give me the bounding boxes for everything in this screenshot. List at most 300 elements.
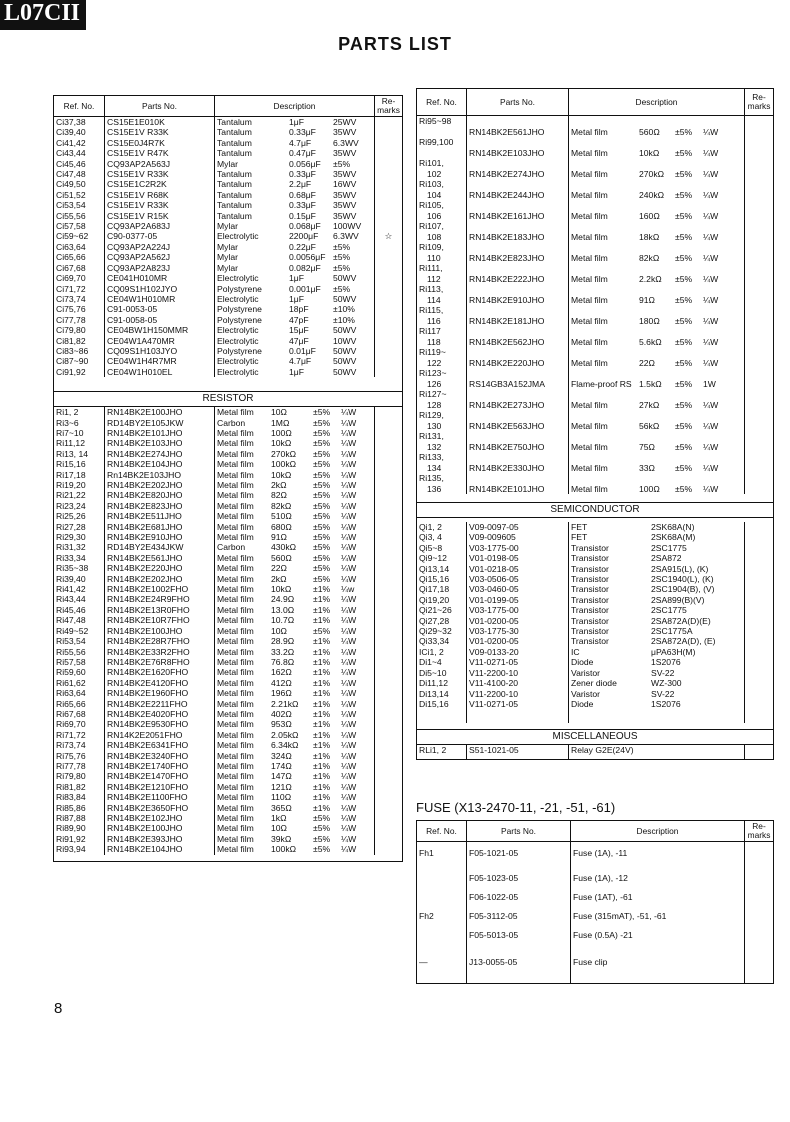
parts-no: RD14BY2E105JKW <box>105 418 215 428</box>
part-tolerance: ±1% <box>313 781 331 792</box>
remarks <box>745 389 774 410</box>
part-type: Metal film <box>217 407 254 418</box>
remarks <box>375 574 403 584</box>
table-row <box>54 294 403 304</box>
table-row <box>54 221 403 231</box>
part-value: 75Ω <box>639 441 655 452</box>
part-model: 1S2076 <box>651 698 681 709</box>
parts-no: V11-4100-20 <box>467 678 569 688</box>
part-type: Metal film <box>571 189 608 200</box>
part-value: 0.33μF <box>289 200 316 211</box>
description <box>569 137 745 158</box>
parts-no: J13-0055-05 <box>467 949 571 983</box>
ref-no: Ri117 118 <box>419 326 441 347</box>
description <box>215 782 375 792</box>
description <box>215 584 375 594</box>
part-type: Metal film <box>571 483 608 494</box>
part-tolerance: ±1% <box>313 584 331 595</box>
description <box>215 678 375 688</box>
part-tolerance: ±5% <box>313 511 331 522</box>
part-type: Metal film <box>217 563 254 574</box>
remarks <box>375 459 403 469</box>
part-value: 0.22μF <box>289 241 316 252</box>
part-type: Metal film <box>571 357 608 368</box>
part-value: 147Ω <box>271 771 292 782</box>
description: Fuse (1A), -11 <box>571 842 745 873</box>
part-type: Metal film <box>217 594 254 605</box>
remarks <box>745 522 774 532</box>
part-value: 1μF <box>289 273 304 284</box>
description <box>569 179 745 200</box>
part-value: 10Ω <box>271 625 287 636</box>
parts-no: CS15E1E010K <box>105 117 215 128</box>
part-tolerance: ±5% <box>675 294 693 305</box>
ref-no: Ri57,58 <box>56 656 86 667</box>
ref-no: Ci69,70 <box>56 273 86 284</box>
description <box>215 190 375 200</box>
table-row <box>417 699 774 709</box>
part-rating: 50WV <box>333 273 357 284</box>
part-tolerance: ±5% <box>313 427 331 438</box>
part-tolerance: ±5% <box>313 500 331 511</box>
table-row <box>54 667 403 677</box>
part-type: Electrolytic <box>217 335 259 346</box>
part-type: Metal film <box>217 688 254 699</box>
part-value: 100Ω <box>639 483 660 494</box>
remarks <box>375 346 403 356</box>
part-type: Electrolytic <box>217 293 259 304</box>
description <box>569 647 745 657</box>
part-value: 0.01μF <box>289 345 316 356</box>
part-rating: 35WV <box>333 169 357 180</box>
ref-no: Ri105, 106 <box>419 200 444 221</box>
part-value: 13.0Ω <box>271 604 295 615</box>
table-row <box>417 389 774 410</box>
ref-no: Ri135, 136 <box>419 473 444 494</box>
part-type: Metal film <box>571 399 608 410</box>
description <box>215 231 375 241</box>
remarks <box>745 605 774 615</box>
parts-no: RN14BK2E1960FHO <box>105 688 215 698</box>
description <box>215 542 375 552</box>
part-type: Electrolytic <box>217 325 259 336</box>
part-rating: 50WV <box>333 366 357 377</box>
part-rating: ¼W <box>703 462 719 473</box>
part-value: 0.15μF <box>289 210 316 221</box>
table-row <box>54 325 403 335</box>
description <box>569 473 745 494</box>
ref-no: Ri127~ 128 <box>419 389 447 410</box>
part-type: Metal film <box>217 792 254 803</box>
part-rating: ¼W <box>341 563 357 574</box>
remarks <box>745 873 774 892</box>
part-rating: ¼W <box>703 252 719 263</box>
ref-no: Ri101, 102 <box>419 158 444 179</box>
part-rating: ¼W <box>341 656 357 667</box>
description <box>215 138 375 148</box>
parts-no: F05-3112-05 <box>467 911 571 930</box>
part-rating: ¼W <box>341 417 357 428</box>
parts-no: CE04W1H010EL <box>105 367 215 377</box>
parts-no: RD14BY2E434JKW <box>105 542 215 552</box>
remarks <box>375 294 403 304</box>
part-tolerance: ±5% <box>675 252 693 263</box>
table-row <box>417 452 774 473</box>
part-rating: ¼W <box>703 168 719 179</box>
ref-no: Ci79,80 <box>56 325 86 336</box>
part-type: FET <box>571 522 588 532</box>
description <box>215 179 375 189</box>
description <box>215 459 375 469</box>
table-row <box>54 834 403 844</box>
part-value: 24.9Ω <box>271 594 295 605</box>
ref-no: Ri99,100 <box>419 137 454 147</box>
table-row <box>54 117 403 128</box>
table-row <box>54 273 403 283</box>
part-tolerance: ±5% <box>313 459 331 470</box>
remarks <box>375 252 403 262</box>
ref-no: Ci81,82 <box>56 335 86 346</box>
part-tolerance: ±1% <box>313 698 331 709</box>
table-row <box>417 473 774 494</box>
remarks <box>375 367 403 377</box>
parts-no: CS15E0J4R7K <box>105 138 215 148</box>
part-model: 2SK68A(M) <box>651 532 696 543</box>
table-row <box>54 709 403 719</box>
parts-no: C91-0058-05 <box>105 315 215 325</box>
part-tolerance: ±5% <box>675 336 693 347</box>
part-rating: ¼W <box>341 708 357 719</box>
part-tolerance: ±5% <box>675 231 693 242</box>
part-type: Metal film <box>571 462 608 473</box>
part-rating: ¼W <box>341 521 357 532</box>
part-rating: ¼W <box>341 813 357 823</box>
part-rating: ¼W <box>703 420 719 431</box>
remarks <box>375 304 403 314</box>
parts-no: CS15E1C2R2K <box>105 179 215 189</box>
part-rating: ¼W <box>341 823 357 834</box>
part-type: Mylar <box>217 221 239 232</box>
ref-no: Fh2 <box>419 910 434 921</box>
part-rating: ¼W <box>341 594 357 605</box>
parts-no: RN14BK2E6341FHO <box>105 740 215 750</box>
description <box>215 615 375 625</box>
table-row <box>54 553 403 563</box>
remarks <box>745 532 774 542</box>
remarks <box>375 730 403 740</box>
parts-no: CQ93AP2A562J <box>105 252 215 262</box>
part-type: Metal film <box>217 708 254 719</box>
remarks <box>745 553 774 563</box>
ref-no: — <box>419 956 428 967</box>
part-tolerance: ±5% <box>675 273 693 284</box>
part-value: 33Ω <box>639 462 655 473</box>
remarks <box>745 263 774 284</box>
part-tolerance: ±5% <box>313 469 331 480</box>
table-row <box>417 584 774 594</box>
part-tolerance: ±5% <box>675 147 693 158</box>
part-type: IC <box>571 646 580 657</box>
part-rating: 50WV <box>333 325 357 336</box>
remarks <box>745 564 774 574</box>
part-tolerance: ±1% <box>313 719 331 730</box>
part-value: 160Ω <box>639 210 660 221</box>
resistor-heading: RESISTOR <box>54 392 403 407</box>
description <box>569 263 745 284</box>
part-rating: ¼W <box>703 126 719 137</box>
table-row <box>54 501 403 511</box>
parts-no: C90-0377-05 <box>105 231 215 241</box>
part-type: Metal film <box>571 420 608 431</box>
part-value: 180Ω <box>639 315 660 326</box>
part-value: 560Ω <box>639 126 660 137</box>
description <box>215 252 375 262</box>
part-type: Polystyrene <box>217 283 262 294</box>
table-row <box>54 304 403 314</box>
remarks <box>375 336 403 346</box>
part-rating: 50WV <box>333 293 357 304</box>
remarks <box>375 480 403 490</box>
description <box>569 431 745 452</box>
ref-no: Di1~4 <box>419 657 442 668</box>
ref-no: Ri29,30 <box>56 532 86 543</box>
description <box>569 410 745 431</box>
part-rating: 35WV <box>333 189 357 200</box>
remarks <box>375 159 403 169</box>
table-row <box>54 449 403 459</box>
part-value: 1μF <box>289 366 304 377</box>
description <box>215 200 375 210</box>
table-row <box>54 315 403 325</box>
remarks <box>745 930 774 949</box>
table-row <box>417 242 774 263</box>
ref-no: Ri119~ 122 <box>419 347 446 368</box>
remarks <box>375 709 403 719</box>
remarks <box>375 782 403 792</box>
part-rating: ¼W <box>341 573 357 584</box>
part-rating: 6.3WV <box>333 231 359 242</box>
remarks <box>375 449 403 459</box>
parts-no: V11-2200-10 <box>467 689 569 699</box>
remarks <box>375 532 403 542</box>
part-model: μPA63H(M) <box>651 646 696 657</box>
description: Relay G2E(24V) <box>569 745 745 760</box>
remarks <box>375 626 403 636</box>
part-rating: ¼W <box>341 438 357 449</box>
part-rating: 100WV <box>333 221 362 232</box>
description <box>215 501 375 511</box>
remarks <box>745 347 774 368</box>
table-row <box>417 543 774 553</box>
parts-no: RN14BK2E393JHO <box>105 834 215 844</box>
parts-no: RN14BK2E220JHO <box>105 563 215 573</box>
table-row <box>417 158 774 179</box>
part-type: Metal film <box>217 490 254 501</box>
part-value: 1.5kΩ <box>639 378 662 389</box>
description <box>215 428 375 438</box>
part-type: Mylar <box>217 262 239 273</box>
part-type: Metal film <box>217 500 254 511</box>
ref-no: Ri93,94 <box>56 844 86 855</box>
part-value: 2kΩ <box>271 573 287 584</box>
remarks <box>745 137 774 158</box>
col-ref: Ref. No. <box>417 821 467 842</box>
part-type: Transistor <box>571 553 609 564</box>
ref-no: Ri65,66 <box>56 698 86 709</box>
ref-no: Ri17,18 <box>56 469 86 480</box>
part-value: 510Ω <box>271 511 292 522</box>
table-row <box>417 574 774 584</box>
part-type: Metal film <box>217 532 254 543</box>
part-type: Transistor <box>571 605 609 616</box>
part-model: 2SA915(L), (K) <box>651 563 709 574</box>
remarks <box>745 626 774 636</box>
remarks <box>745 657 774 667</box>
table-row <box>54 761 403 771</box>
table-row <box>54 127 403 137</box>
parts-no: V01-0200-05 <box>467 616 569 626</box>
description <box>215 647 375 657</box>
part-model: 2SA899(B)(V) <box>651 594 705 605</box>
part-rating: 35WV <box>333 127 357 138</box>
table-row <box>54 792 403 802</box>
part-value: 18kΩ <box>639 231 660 242</box>
ref-no: Ri109, 110 <box>419 242 444 263</box>
part-rating: ¼W <box>341 490 357 501</box>
table-row <box>54 636 403 646</box>
part-type: Mylar <box>217 241 239 252</box>
parts-no: CQ09S1H102JYO <box>105 284 215 294</box>
part-type: Metal film <box>571 126 608 137</box>
description <box>569 116 745 138</box>
part-rating: ¼W <box>341 500 357 511</box>
ref-no: Ri87,88 <box>56 813 86 823</box>
part-type: Metal film <box>217 729 254 740</box>
table-row <box>54 584 403 594</box>
description <box>569 626 745 636</box>
part-model: 2SC1940(L), (K) <box>651 574 714 585</box>
remarks <box>745 949 774 983</box>
parts-no: CQ93AP2A823J <box>105 263 215 273</box>
part-tolerance: ±1% <box>313 740 331 751</box>
part-value: 100kΩ <box>271 844 297 855</box>
parts-no: RN14BK2E10R7FHO <box>105 615 215 625</box>
description <box>215 169 375 179</box>
remarks <box>375 356 403 366</box>
ref-no: Ri69,70 <box>56 719 86 730</box>
part-value: 22Ω <box>639 357 655 368</box>
table-row <box>417 410 774 431</box>
remarks <box>375 615 403 625</box>
table-row <box>54 169 403 179</box>
part-value: 10kΩ <box>639 147 660 158</box>
description <box>215 803 375 813</box>
part-type: Metal film <box>217 698 254 709</box>
ref-no: Ri27,28 <box>56 521 86 532</box>
part-value: 27kΩ <box>639 399 660 410</box>
part-model: 2SC1775 <box>651 605 687 616</box>
part-tolerance: ±5% <box>675 441 693 452</box>
description <box>569 699 745 709</box>
table-row <box>54 563 403 573</box>
description <box>569 553 745 563</box>
description <box>215 221 375 231</box>
ref-no <box>417 892 467 911</box>
part-type: Tantalum <box>217 117 252 127</box>
description <box>215 159 375 169</box>
description: Fuse clip <box>571 949 745 983</box>
part-rating: ¼W <box>341 646 357 657</box>
part-model: SV-22 <box>651 667 675 678</box>
table-row <box>417 626 774 636</box>
part-type: Metal film <box>571 336 608 347</box>
ref-no: Ri47,48 <box>56 615 86 626</box>
parts-no: V09-0133-20 <box>467 647 569 657</box>
part-tolerance: ±5% <box>675 210 693 221</box>
col-remarks: Re- marks <box>375 96 403 117</box>
part-value: 270kΩ <box>271 448 297 459</box>
part-value: 2.21kΩ <box>271 698 299 709</box>
part-rating: ¼W <box>703 357 719 368</box>
part-value: 10.7Ω <box>271 615 295 626</box>
description <box>215 730 375 740</box>
description <box>215 117 375 128</box>
remarks <box>745 410 774 431</box>
part-value: 18pF <box>289 304 309 315</box>
table-row <box>417 263 774 284</box>
part-type: Polystyrene <box>217 345 262 356</box>
description <box>569 389 745 410</box>
part-rating: ¼W <box>341 771 357 782</box>
part-tolerance: ±1% <box>313 594 331 605</box>
table-row <box>417 179 774 200</box>
remarks <box>745 473 774 494</box>
part-tolerance: ±5% <box>675 378 693 389</box>
remarks <box>375 803 403 813</box>
part-tolerance: ±1% <box>313 667 331 678</box>
part-tolerance: ±5% <box>675 462 693 473</box>
part-type: Metal film <box>571 273 608 284</box>
part-rating: 10WV <box>333 335 357 346</box>
ref-no: Ri33,34 <box>56 552 86 563</box>
table-row <box>417 930 774 949</box>
part-value: 0.33μF <box>289 127 316 138</box>
part-value: 10kΩ <box>271 438 292 449</box>
part-rating: ¼W <box>341 833 357 844</box>
description <box>215 294 375 304</box>
part-rating: ¼w <box>341 584 355 595</box>
description <box>215 449 375 459</box>
remarks <box>375 594 403 604</box>
part-value: 22Ω <box>271 563 287 574</box>
description <box>215 844 375 854</box>
ref-no: Ri63,64 <box>56 688 86 699</box>
remarks <box>375 221 403 231</box>
part-value: 162Ω <box>271 667 292 678</box>
description <box>569 284 745 305</box>
part-value: 4.7μF <box>289 356 312 367</box>
table-row <box>54 346 403 356</box>
parts-no: RN14BK2E561JHO <box>105 553 215 563</box>
ref-no: Ci47,48 <box>56 169 86 180</box>
remarks <box>745 305 774 326</box>
part-tolerance: ±5% <box>675 315 693 326</box>
remarks <box>375 553 403 563</box>
description <box>215 211 375 221</box>
description <box>215 367 375 377</box>
ref-no: Ci65,66 <box>56 252 86 263</box>
ref-no: Ri61,62 <box>56 677 86 688</box>
